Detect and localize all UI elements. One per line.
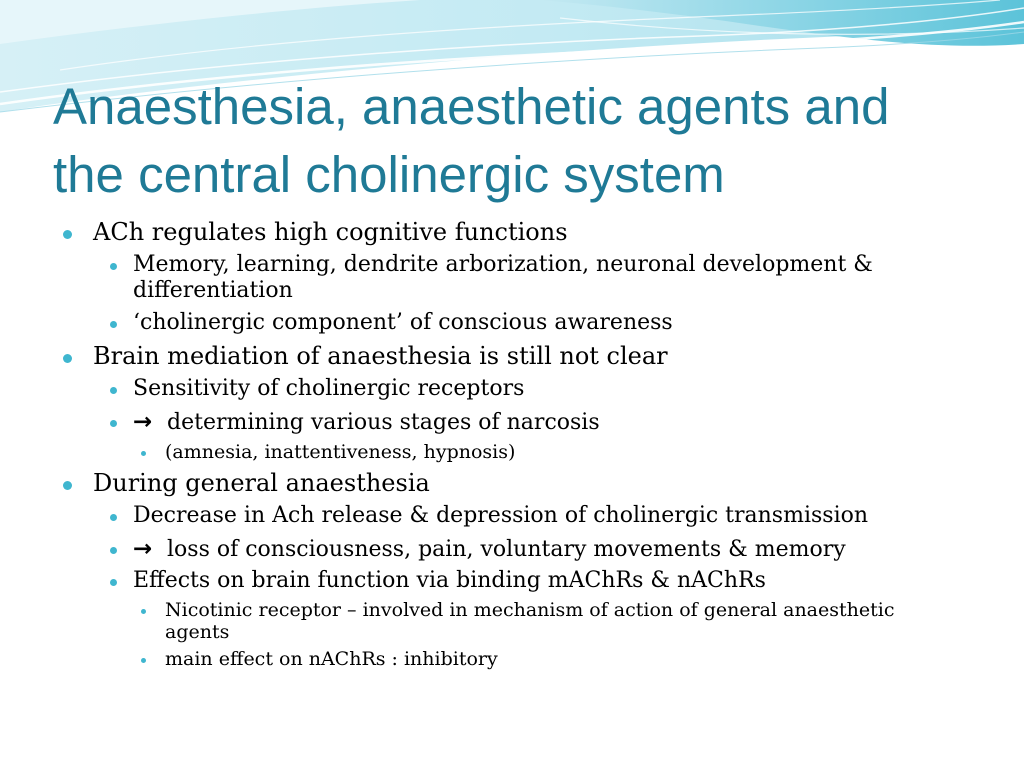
bullet-text: loss of consciousness, pain, voluntary movements & memory (167, 537, 846, 562)
bullet-text: ACh regulates high cognitive functions (93, 218, 568, 246)
bullet-icon (110, 420, 117, 427)
bullet-text: During general anaesthesia (93, 469, 430, 497)
arrow-right-icon: → (133, 536, 153, 562)
bullet-icon (110, 579, 117, 586)
bullet-text: Decrease in Ach release & depression of cholinergic transmission (133, 503, 869, 528)
bullet-item-level-3 (165, 441, 927, 463)
bullet-item-level-2 (133, 536, 933, 563)
slide-title: Anaesthesia, anaesthetic agents and the central cholinergic system (53, 78, 890, 203)
bullet-text: main effect on nAChRs : inhibitory (165, 648, 498, 670)
bullet-icon (63, 230, 72, 239)
bullet-icon (110, 263, 117, 270)
bullet-item-level-3 (165, 648, 927, 670)
bullet-text: Brain mediation of anaesthesia is still not clear (93, 342, 668, 370)
bullet-item-level-2 (133, 409, 933, 436)
bullet-text: Effects on brain function via binding mAChRs & nAChRs (133, 568, 766, 593)
bullet-icon (110, 321, 117, 328)
bullet-icon (141, 451, 146, 456)
bullet-item-level-2 (133, 376, 933, 402)
bullet-icon (110, 387, 117, 394)
bullet-text: Memory, learning, dendrite arborization, neuronal development & differentiation (133, 252, 873, 303)
bullet-item-level-2 (133, 568, 933, 594)
bullet-icon (110, 514, 117, 521)
bullet-item-level-1 (93, 468, 953, 498)
bullet-item-level-3 (165, 599, 927, 643)
bullet-item-level-1 (93, 217, 953, 247)
arrow-right-icon: → (133, 409, 153, 435)
bullet-text: Sensitivity of cholinergic receptors (133, 376, 525, 401)
bullet-text: ‘cholinergic component’ of conscious awareness (133, 310, 673, 335)
bullet-icon (141, 609, 146, 614)
bullet-icon (141, 658, 146, 663)
bullet-item-level-2 (133, 310, 933, 336)
bullet-text: (amnesia, inattentiveness, hypnosis) (165, 441, 516, 463)
bullet-icon (63, 354, 72, 363)
bullet-icon (63, 481, 72, 490)
bullet-item-level-2 (133, 503, 933, 529)
bullet-icon (110, 547, 117, 554)
bullet-item-level-1 (93, 341, 953, 371)
bullet-item-level-2 (133, 252, 933, 304)
bullet-text: determining various stages of narcosis (167, 410, 600, 435)
bullet-text: Nicotinic receptor – involved in mechanism of action of general anaesthetic agents (165, 599, 895, 643)
